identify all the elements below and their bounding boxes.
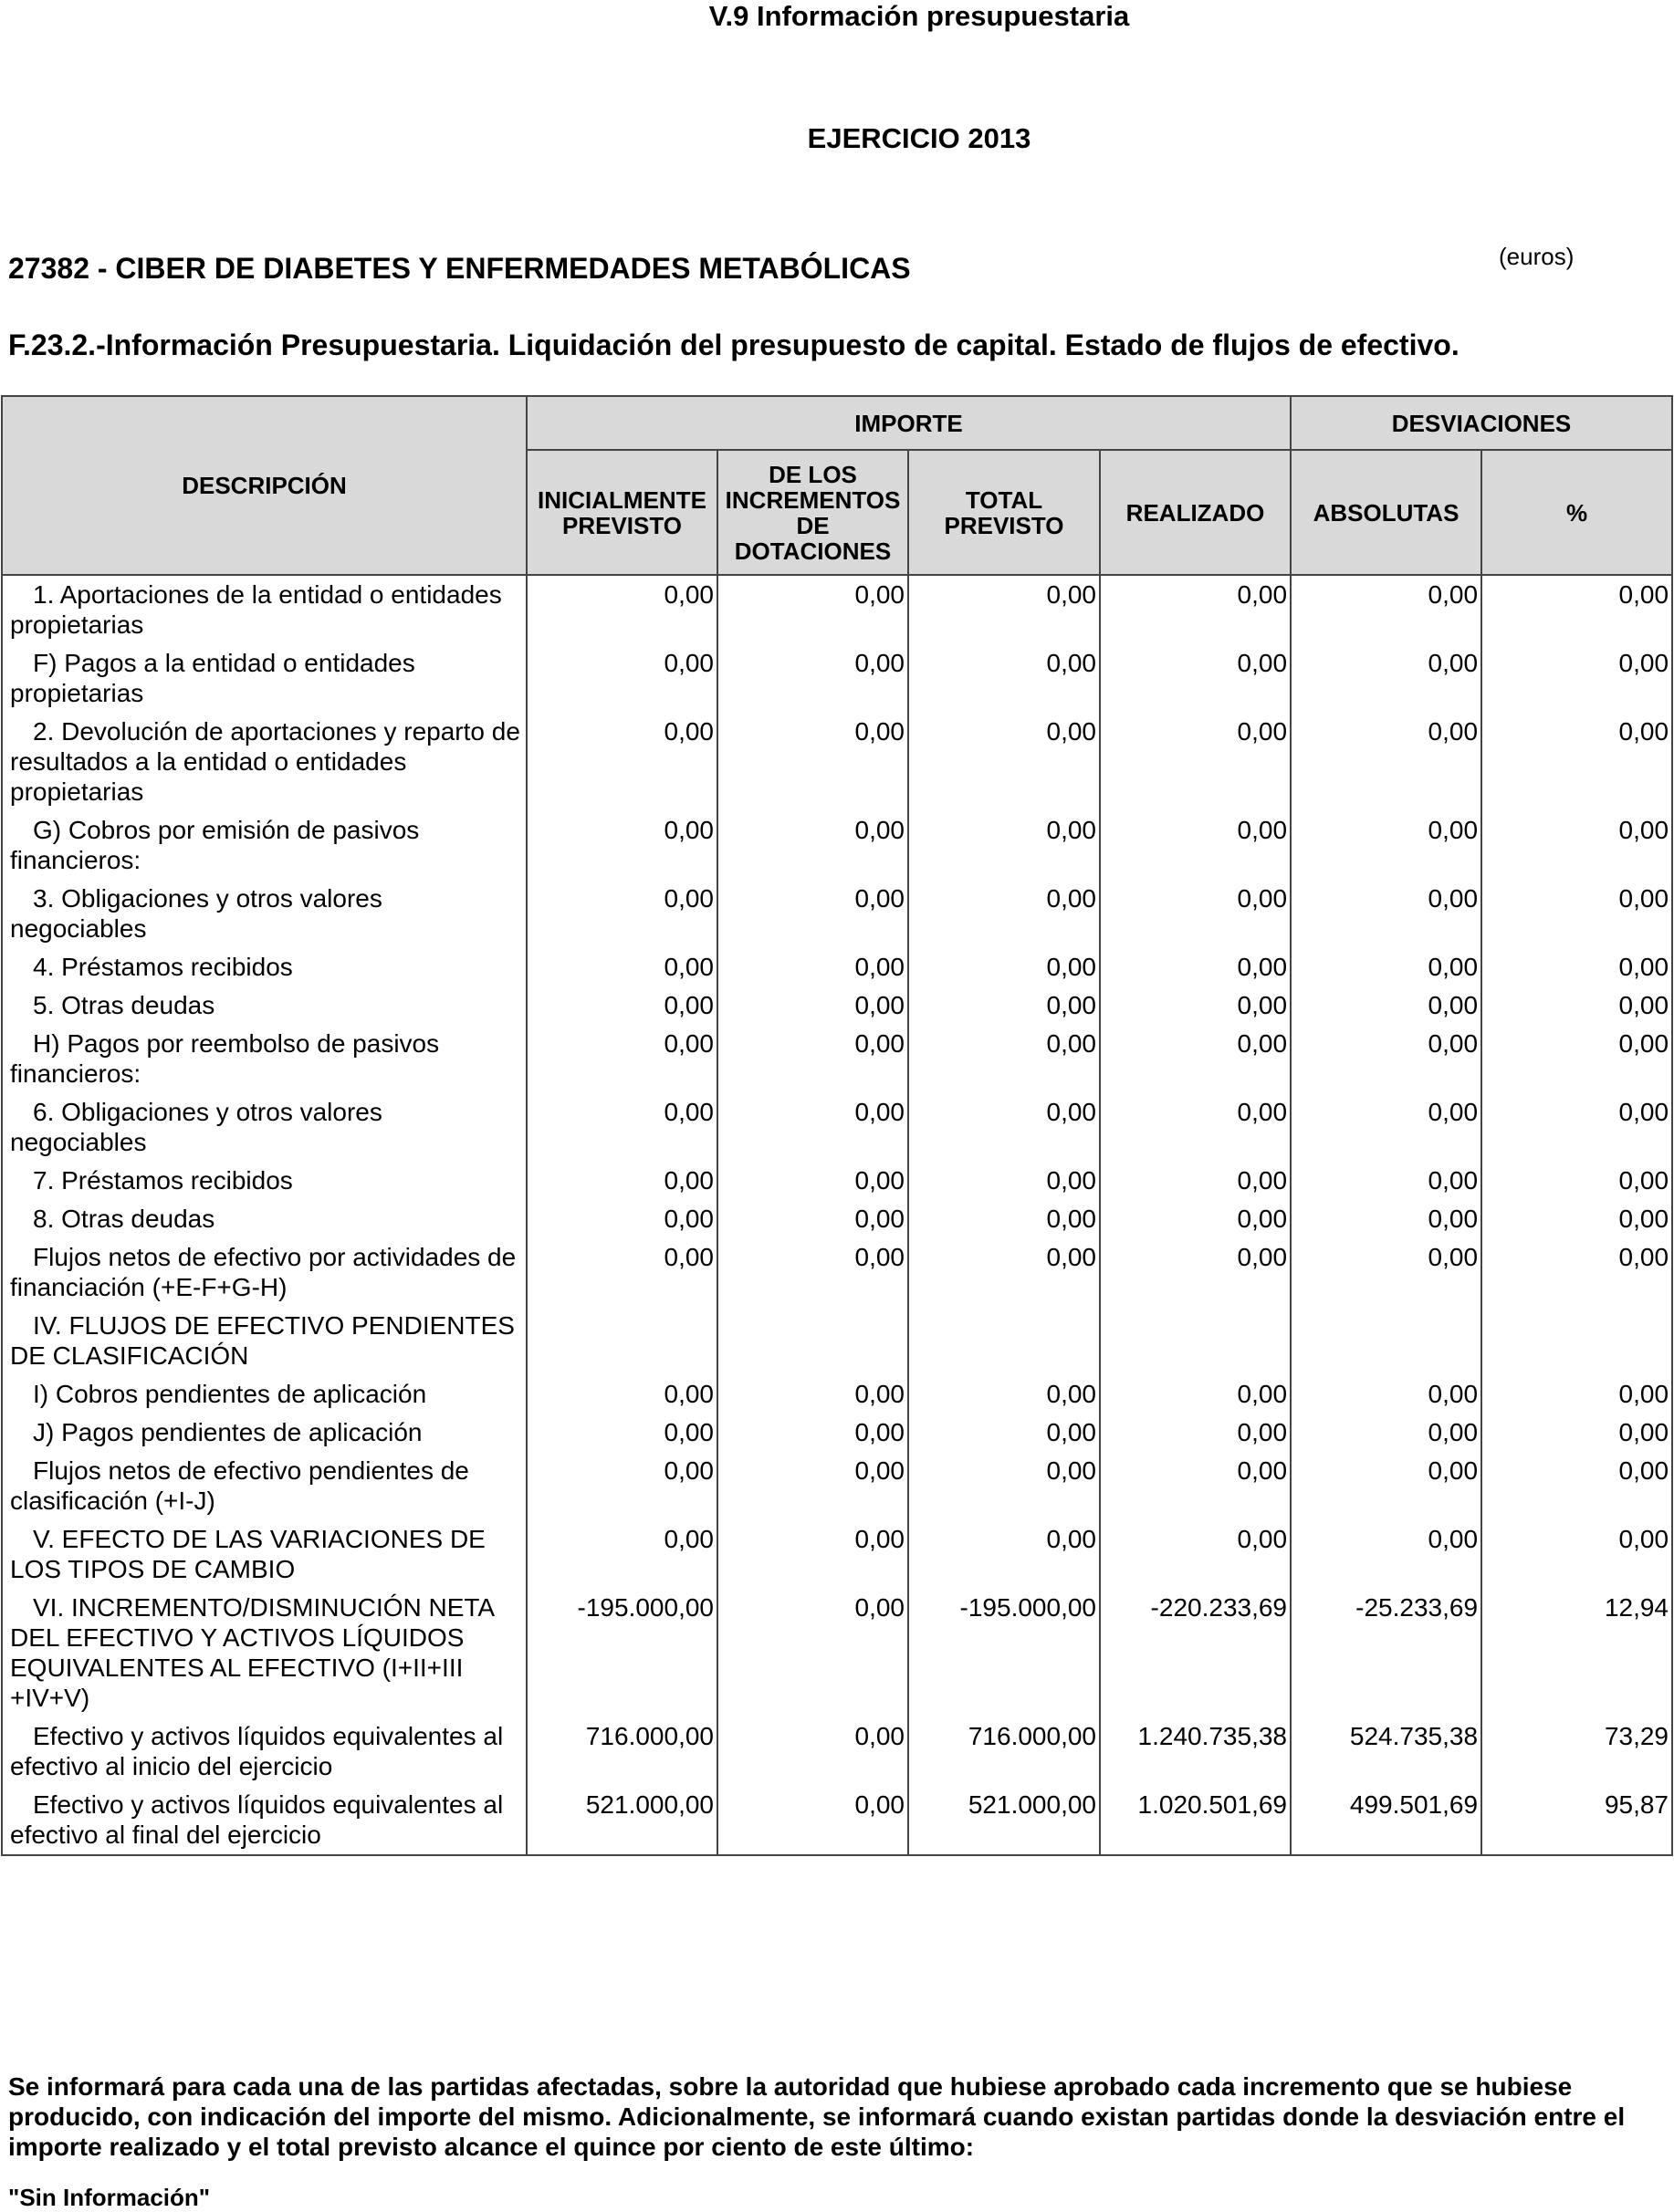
col-realizado-header: REALIZADO [1100,450,1291,575]
row-value: 0,00 [908,713,1100,811]
col-incrementos-header: DE LOS INCREMENTOS DE DOTACIONES [717,450,908,575]
table-row [2,1375,1672,1414]
row-value: 0,00 [717,948,908,986]
col-absolutas-header: ABSOLUTAS [1291,450,1481,575]
row-description: I) Cobros pendientes de aplicación [2,1375,527,1414]
row-value: 0,00 [1481,986,1672,1025]
group-desviaciones-header: DESVIACIONES [1291,396,1672,450]
row-value: 0,00 [527,986,717,1025]
table-row [2,1200,1672,1238]
row-value: 0,00 [1481,1162,1672,1200]
row-value: 0,00 [1100,1238,1291,1307]
row-value: 0,00 [1100,880,1291,948]
row-description: 7. Préstamos recibidos [2,1162,527,1200]
row-value: 499.501,69 [1291,1786,1481,1855]
row-description: IV. FLUJOS DE EFECTIVO PENDIENTES DE CLASIFICACIÓN [2,1307,527,1375]
row-value: 0,00 [527,1200,717,1238]
row-value: 0,00 [1291,1025,1481,1093]
group-importe-header: IMPORTE [527,396,1291,450]
row-value: -25.233,69 [1291,1589,1481,1717]
no-info-label: "Sin Información" [8,2184,211,2211]
table-row [2,986,1672,1025]
row-value: 0,00 [1291,1375,1481,1414]
row-value: 0,00 [717,1717,908,1786]
row-value: 0,00 [1100,1375,1291,1414]
row-value: 0,00 [1481,1520,1672,1589]
form-title: F.23.2.-Información Presupuestaria. Liquidación del presupuesto de capital. Estado de flujos de efectivo. [8,329,1460,361]
row-value: 0,00 [1291,1238,1481,1307]
row-value: 0,00 [1481,1452,1672,1520]
row-description: 3. Obligaciones y otros valores negociables [2,880,527,948]
row-description: 8. Otras deudas [2,1200,527,1238]
table-row [2,811,1672,880]
row-value: 0,00 [1100,575,1291,644]
col-inicial-header: INICIALMENTE PREVISTO [527,450,717,575]
row-value: 0,00 [1481,1238,1672,1307]
row-value [717,1307,908,1375]
section-title: V.9 Información presupuestaria [708,0,1130,32]
row-value: 0,00 [717,880,908,948]
row-value: 0,00 [527,1162,717,1200]
row-value: 0,00 [527,811,717,880]
row-value: 0,00 [1100,986,1291,1025]
row-description: G) Cobros por emisión de pasivos financieros: [2,811,527,880]
row-value: 0,00 [527,948,717,986]
row-value: 0,00 [1291,1162,1481,1200]
row-value: 0,00 [527,1520,717,1589]
row-value: 0,00 [1291,1200,1481,1238]
row-value: 0,00 [1291,948,1481,986]
row-value: 95,87 [1481,1786,1672,1855]
row-value: 521.000,00 [527,1786,717,1855]
row-value: 0,00 [717,1025,908,1093]
row-value [527,1307,717,1375]
row-value: 0,00 [1100,1520,1291,1589]
row-value: 0,00 [1100,1414,1291,1452]
row-value: 12,94 [1481,1589,1672,1717]
row-value: 0,00 [1291,1093,1481,1162]
row-description: V. EFECTO DE LAS VARIACIONES DE LOS TIPOS DE CAMBIO [2,1520,527,1589]
row-value: 0,00 [1100,1200,1291,1238]
row-description: 2. Devolución de aportaciones y reparto de resultados a la entidad o entidades propietarias [2,713,527,811]
row-value: 0,00 [717,1520,908,1589]
row-value: 0,00 [1291,811,1481,880]
row-value: 0,00 [1481,1093,1672,1162]
row-value: 0,00 [908,644,1100,713]
row-value: 0,00 [908,986,1100,1025]
row-value: 0,00 [527,575,717,644]
row-value: -195.000,00 [908,1589,1100,1717]
row-value: 0,00 [717,986,908,1025]
row-value: 0,00 [527,1093,717,1162]
row-description: Flujos netos de efectivo por actividades de financiación (+E-F+G-H) [2,1238,527,1307]
row-value: 0,00 [527,713,717,811]
row-value: -195.000,00 [527,1589,717,1717]
row-value: 0,00 [527,1025,717,1093]
table-row [2,1093,1672,1162]
fiscal-year: EJERCICIO 2013 [807,122,1031,154]
row-description: H) Pagos por reembolso de pasivos financieros: [2,1025,527,1093]
row-value: 0,00 [1100,1093,1291,1162]
row-value [1291,1307,1481,1375]
row-value: 0,00 [527,644,717,713]
row-description: 1. Aportaciones de la entidad o entidades propietarias [2,575,527,644]
row-description: 5. Otras deudas [2,986,527,1025]
row-value: 0,00 [1100,811,1291,880]
row-value: 0,00 [908,1520,1100,1589]
row-value: 0,00 [1291,575,1481,644]
row-value: 0,00 [717,1093,908,1162]
row-value: 0,00 [908,948,1100,986]
row-value: 0,00 [717,811,908,880]
table-row [2,1520,1672,1589]
row-value: 1.240.735,38 [1100,1717,1291,1786]
row-value: 0,00 [908,1093,1100,1162]
row-value: 521.000,00 [908,1786,1100,1855]
row-value: 0,00 [908,1200,1100,1238]
row-value: 0,00 [1100,1025,1291,1093]
row-value: 524.735,38 [1291,1717,1481,1786]
row-description: VI. INCREMENTO/DISMINUCIÓN NETA DEL EFECTIVO Y ACTIVOS LÍQUIDOS EQUIVALENTES AL EFECTIVO (I+II+III +IV+V) [2,1589,527,1717]
row-value: 0,00 [1481,811,1672,880]
col-total-header: TOTAL PREVISTO [908,450,1100,575]
row-value: 0,00 [1100,1162,1291,1200]
footer-note: Se informará para cada una de las partidas afectadas, sobre la autoridad que hubiese aprobado cada incremento que se hubiese producido, con indicación del importe del mismo. Adicionalmente, se informará cuando existan partidas donde la desviación entre el importe realizado y el total previsto alcance el quince por ciento de este último: [8,2072,1626,2161]
row-value: 0,00 [1291,986,1481,1025]
row-value: 0,00 [1481,1025,1672,1093]
row-value: 0,00 [1100,1452,1291,1520]
row-description: Efectivo y activos líquidos equivalentes al efectivo al inicio del ejercicio [2,1717,527,1786]
table-row [2,1307,1672,1375]
row-value: 0,00 [717,1786,908,1855]
table-row [2,948,1672,986]
row-value: 0,00 [908,1375,1100,1414]
table-row [2,575,1672,644]
row-value: 0,00 [717,575,908,644]
units-label: (euros) [1499,243,1575,270]
table-row [2,644,1672,713]
row-value: 0,00 [1481,713,1672,811]
table-row [2,1025,1672,1093]
col-pct-header: % [1481,450,1672,575]
row-value: 0,00 [1481,644,1672,713]
row-value: 716.000,00 [527,1717,717,1786]
row-value [908,1307,1100,1375]
entity-name: 27382 - CIBER DE DIABETES Y ENFERMEDADES METABÓLICAS [8,252,911,285]
row-description: Flujos netos de efectivo pendientes de clasificación (+I-J) [2,1452,527,1520]
row-value: 73,29 [1481,1717,1672,1786]
row-value: 0,00 [1481,1414,1672,1452]
row-value: 0,00 [717,644,908,713]
row-value: 0,00 [908,1025,1100,1093]
table-row [2,1452,1672,1520]
col-description-header: DESCRIPCIÓN [2,396,527,575]
table-row [2,1717,1672,1786]
row-value: 1.020.501,69 [1100,1786,1291,1855]
row-value: 0,00 [527,1238,717,1307]
row-value: 0,00 [527,1375,717,1414]
row-value: 0,00 [1291,880,1481,948]
row-description: J) Pagos pendientes de aplicación [2,1414,527,1452]
row-value: 716.000,00 [908,1717,1100,1786]
row-value: 0,00 [908,1238,1100,1307]
row-description: 6. Obligaciones y otros valores negociables [2,1093,527,1162]
row-description: Efectivo y activos líquidos equivalentes al efectivo al final del ejercicio [2,1786,527,1855]
row-value: 0,00 [1100,948,1291,986]
row-value: 0,00 [717,1452,908,1520]
row-value: 0,00 [908,1162,1100,1200]
row-value: 0,00 [908,1414,1100,1452]
row-value: 0,00 [1481,880,1672,948]
row-value: -220.233,69 [1100,1589,1291,1717]
row-value: 0,00 [1291,1452,1481,1520]
row-value [1481,1307,1672,1375]
row-value: 0,00 [717,1589,908,1717]
row-value: 0,00 [527,1414,717,1452]
row-description: 4. Préstamos recibidos [2,948,527,986]
table-row [2,1589,1672,1717]
row-value: 0,00 [1291,1520,1481,1589]
table-row [2,1162,1672,1200]
row-value: 0,00 [717,1200,908,1238]
row-value: 0,00 [527,1452,717,1520]
row-value: 0,00 [717,713,908,811]
row-value: 0,00 [1481,1200,1672,1238]
row-description: F) Pagos a la entidad o entidades propietarias [2,644,527,713]
row-value: 0,00 [1100,644,1291,713]
row-value: 0,00 [717,1414,908,1452]
row-value [1100,1307,1291,1375]
table-row [2,713,1672,811]
row-value: 0,00 [1291,713,1481,811]
cash-flow-table [1,395,1673,1856]
row-value: 0,00 [908,1452,1100,1520]
row-value: 0,00 [527,880,717,948]
row-value: 0,00 [1291,1414,1481,1452]
row-value: 0,00 [908,811,1100,880]
row-value: 0,00 [1481,948,1672,986]
table-row [2,880,1672,948]
row-value: 0,00 [1481,1375,1672,1414]
row-value: 0,00 [717,1375,908,1414]
row-value: 0,00 [908,575,1100,644]
table-row [2,1238,1672,1307]
row-value: 0,00 [1481,575,1672,644]
row-value: 0,00 [1291,644,1481,713]
row-value: 0,00 [1100,713,1291,811]
row-value: 0,00 [717,1162,908,1200]
table-row [2,1414,1672,1452]
row-value: 0,00 [717,1238,908,1307]
row-value: 0,00 [908,880,1100,948]
table-row [2,1786,1672,1855]
